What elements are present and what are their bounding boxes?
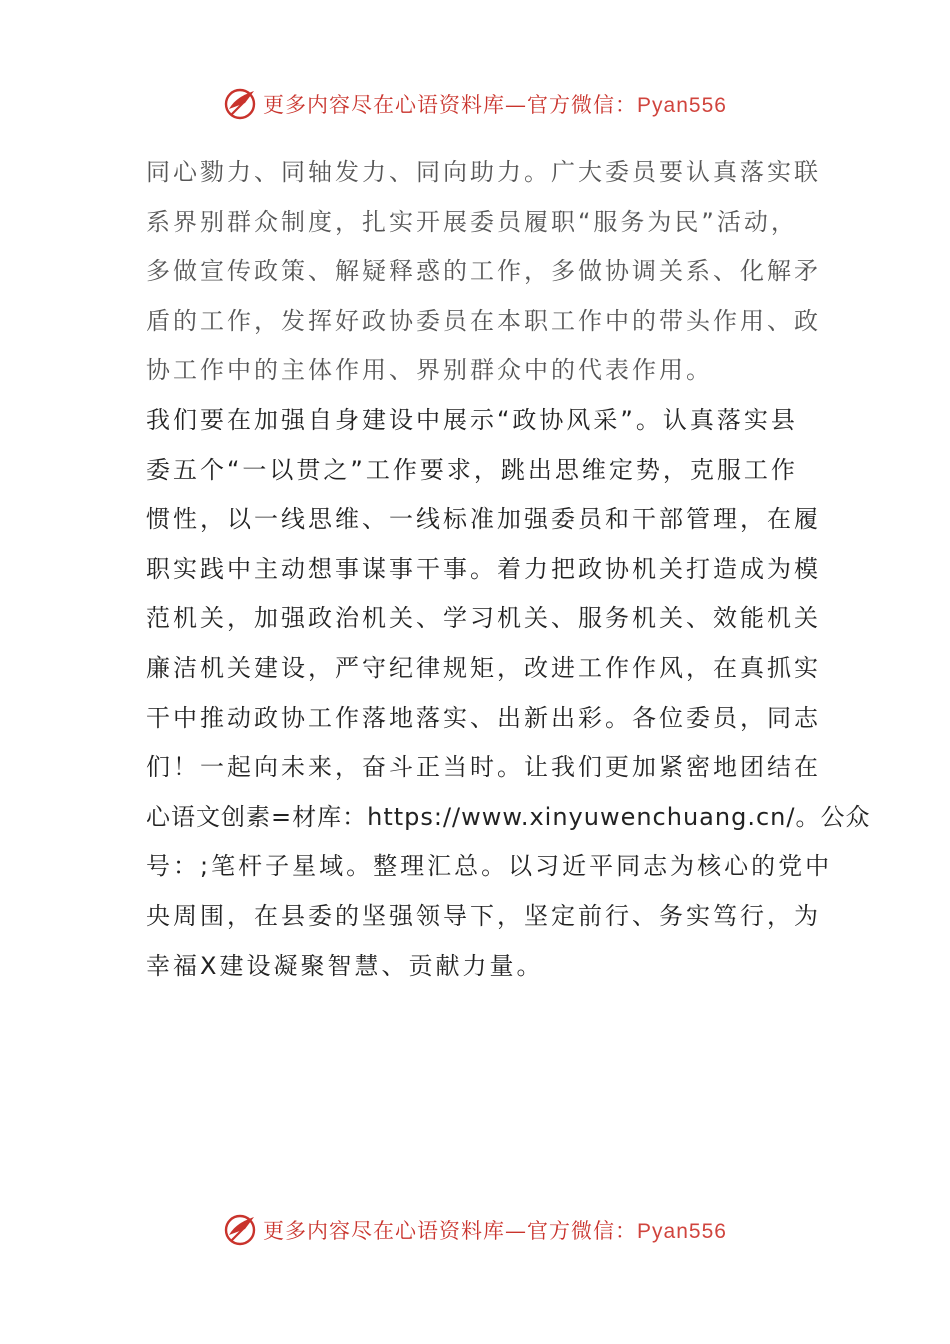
- text-line: 号：;笔杆子星域。整理汇总。以习近平同志为核心的党中: [146, 852, 833, 881]
- text-line: 盾的工作，发挥好政协委员在本职工作中的带头作用、政: [146, 306, 821, 335]
- text-line: 我们要在加强自身建设中展示“政协风采”。认真落实县: [146, 405, 798, 434]
- header-wechat-handle: Pyan556: [637, 94, 727, 117]
- text-line: 央周围，在县委的坚强领导下，坚定前行、务实笃行，为: [146, 901, 821, 930]
- document-body: [146, 148, 871, 991]
- text-line-with-url: 心语文创素=材库：https://www.xinyuwenchuang.cn/。公众: [146, 802, 871, 831]
- text-line: 范机关，加强政治机关、学习机关、服务机关、效能机关: [146, 604, 821, 633]
- footer-wechat-handle: Pyan556: [637, 1220, 727, 1243]
- footer-brand-label: 更多内容尽在心语资料库—官方微信：: [263, 1219, 638, 1243]
- header-brand-label: 更多内容尽在心语资料库—官方微信：: [263, 93, 638, 117]
- text-line: 职实践中主动想事谋事干事。着力把政协机关打造成为模: [146, 554, 821, 583]
- pen-logo-icon: [223, 87, 257, 121]
- footer-brand-text: [263, 1215, 727, 1245]
- footer-banner: [0, 1210, 950, 1250]
- header-banner: [0, 84, 950, 124]
- text-line: 们！一起向未来，奋斗正当时。让我们更加紧密地团结在: [146, 753, 821, 782]
- text-line: 系界别群众制度，扎实开展委员履职“服务为民”活动，: [146, 207, 798, 236]
- text-line: 多做宣传政策、解疑释惑的工作，多做协调关系、化解矛: [146, 257, 821, 286]
- pen-logo-icon: [223, 1213, 257, 1247]
- text-line: 同心勠力、同轴发力、同向助力。广大委员要认真落实联: [146, 158, 821, 186]
- text-line: 协工作中的主体作用、界别群众中的代表作用。: [146, 356, 713, 385]
- text-line: 干中推动政协工作落地落实、出新出彩。各位委员，同志: [146, 703, 821, 732]
- header-brand-text: [263, 89, 727, 119]
- text-line: 廉洁机关建设，严守纪律规矩，改进工作作风，在真抓实: [146, 653, 821, 682]
- text-line: 惯性，以一线思维、一线标准加强委员和干部管理，在履: [146, 505, 821, 534]
- text-line: 幸福X建设凝聚智慧、贡献力量。: [146, 951, 544, 980]
- text-line: 委五个“一以贯之”工作要求，跳出思维定势，克服工作: [146, 455, 798, 484]
